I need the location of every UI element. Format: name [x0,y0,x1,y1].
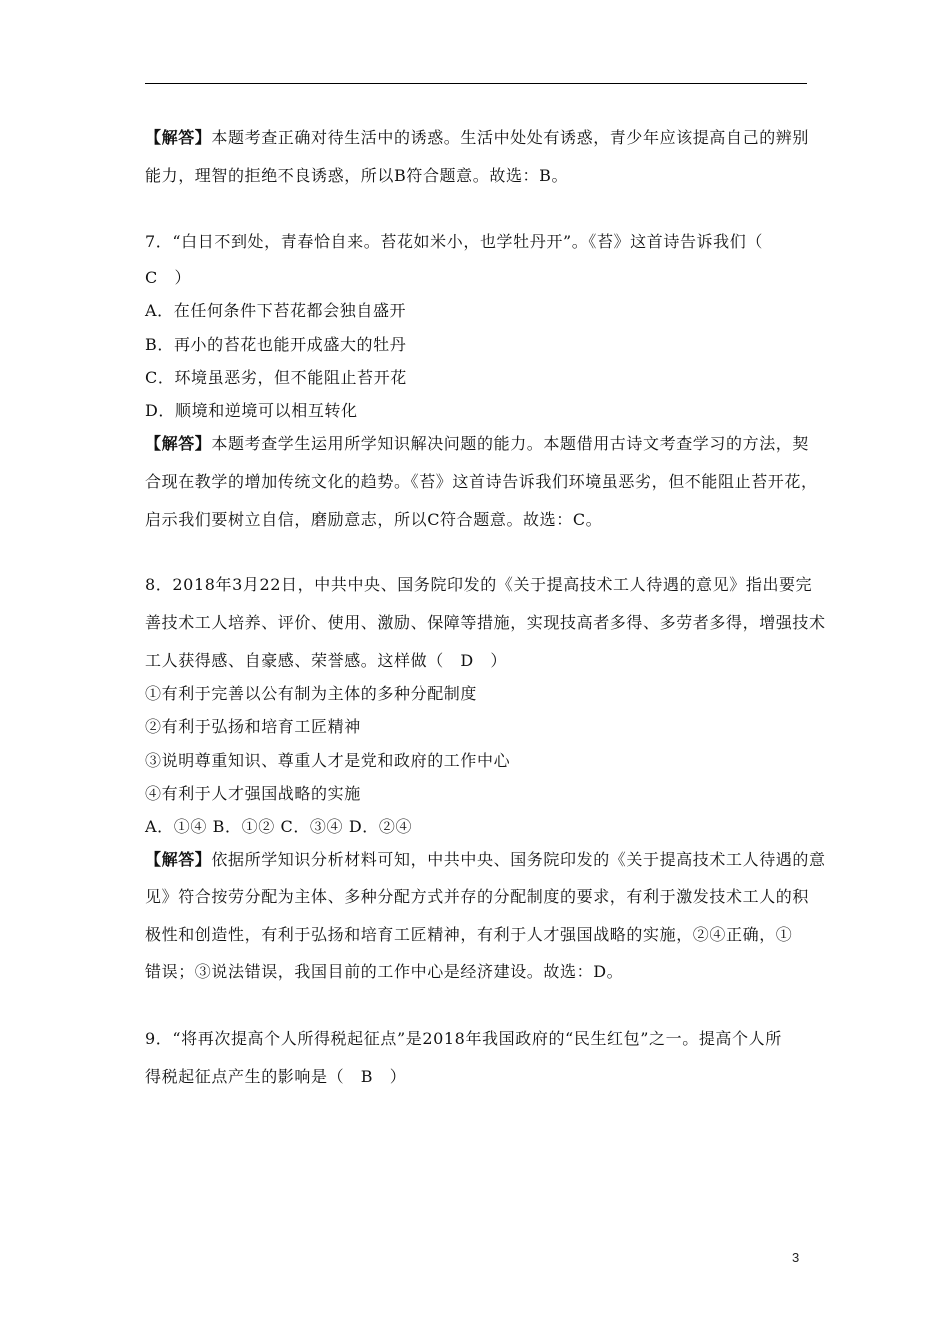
answer-7-line-3: 启示我们要树立自信，磨励意志，所以C符合题意。故选：C。 [145,510,603,529]
answer-8-line-4: 错误；③说法错误，我国目前的工作中心是经济建设。故选：D。 [145,962,624,981]
answer-7-line-2: 合现在教学的增加传统文化的趋势。《苔》这首诗告诉我们环境虽恶劣，但不能阻止苔开花， [145,472,818,491]
question-8-stem-2: 善技术工人培养、评价、使用、激励、保障等措施，实现技高者多得、多劳者多得，增强技术 [145,613,826,632]
question-7-option-a: A．在任何条件下苔花都会独自盛开 [145,301,407,320]
question-7-option-c: C．环境虽恶劣，但不能阻止苔开花 [145,368,407,387]
header-rule [145,83,807,84]
question-8-item-3: ③说明尊重知识、尊重人才是党和政府的工作中心 [145,751,511,770]
question-8-choices: A．①④ B．①② C．③④ D．②④ [145,817,413,836]
page-number: 3 [792,1250,800,1265]
question-8-stem-1: 8．2018年3月22日，中共中央、国务院印发的《关于提高技术工人待遇的意见》指出要完 [145,575,813,594]
answer-6-line-2: 能力，理智的拒绝不良诱惑，所以B符合题意。故选：B。 [145,166,569,185]
question-7-stem-2: C ） [145,268,192,287]
question-9-stem-2: 得税起征点产生的影响是（ B ） [145,1067,407,1086]
answer-tag: 【解答】 [145,850,212,869]
answer-8-text-1: 依据所学知识分析材料可知，中共中央、国务院印发的《关于提高技术工人待遇的意 [211,850,826,869]
question-7-stem-1: 7．“白日不到处，青春恰自来。苔花如米小，也学牡丹开”。《苔》这首诗告诉我们（ [145,232,763,251]
answer-8-line-3: 极性和创造性，有利于弘扬和培育工匠精神，有利于人才强国战略的实施，②④正确，① [145,925,793,944]
answer-tag: 【解答】 [145,128,212,147]
answer-7-text-1: 本题考查学生运用所学知识解决问题的能力。本题借用古诗文考查学习的方法，契 [211,434,810,453]
answer-7-line-1 [145,434,825,454]
answer-6-text-1: 本题考查正确对待生活中的诱惑。生活中处处有诱惑，青少年应该提高自己的辨别 [211,128,810,147]
question-7-option-d: D．顺境和逆境可以相互转化 [145,401,358,420]
question-8-item-1: ①有利于完善以公有制为主体的多种分配制度 [145,684,478,703]
answer-6-line-1 [145,128,825,148]
question-8-item-4: ④有利于人才强国战略的实施 [145,784,361,803]
answer-8-line-1 [145,850,825,870]
answer-tag: 【解答】 [145,434,212,453]
answer-8-line-2: 见》符合按劳分配为主体、多种分配方式并存的分配制度的要求，有利于激发技术工人的积 [145,887,810,906]
question-7-option-b: B．再小的苔花也能开成盛大的牡丹 [145,335,407,354]
question-8-stem-3: 工人获得感、自豪感、荣誉感。这样做（ D ） [145,651,508,670]
question-9-stem-1: 9．“将再次提高个人所得税起征点”是2018年我国政府的“民生红包”之一。提高个人所 [145,1029,782,1048]
question-8-item-2: ②有利于弘扬和培育工匠精神 [145,717,361,736]
